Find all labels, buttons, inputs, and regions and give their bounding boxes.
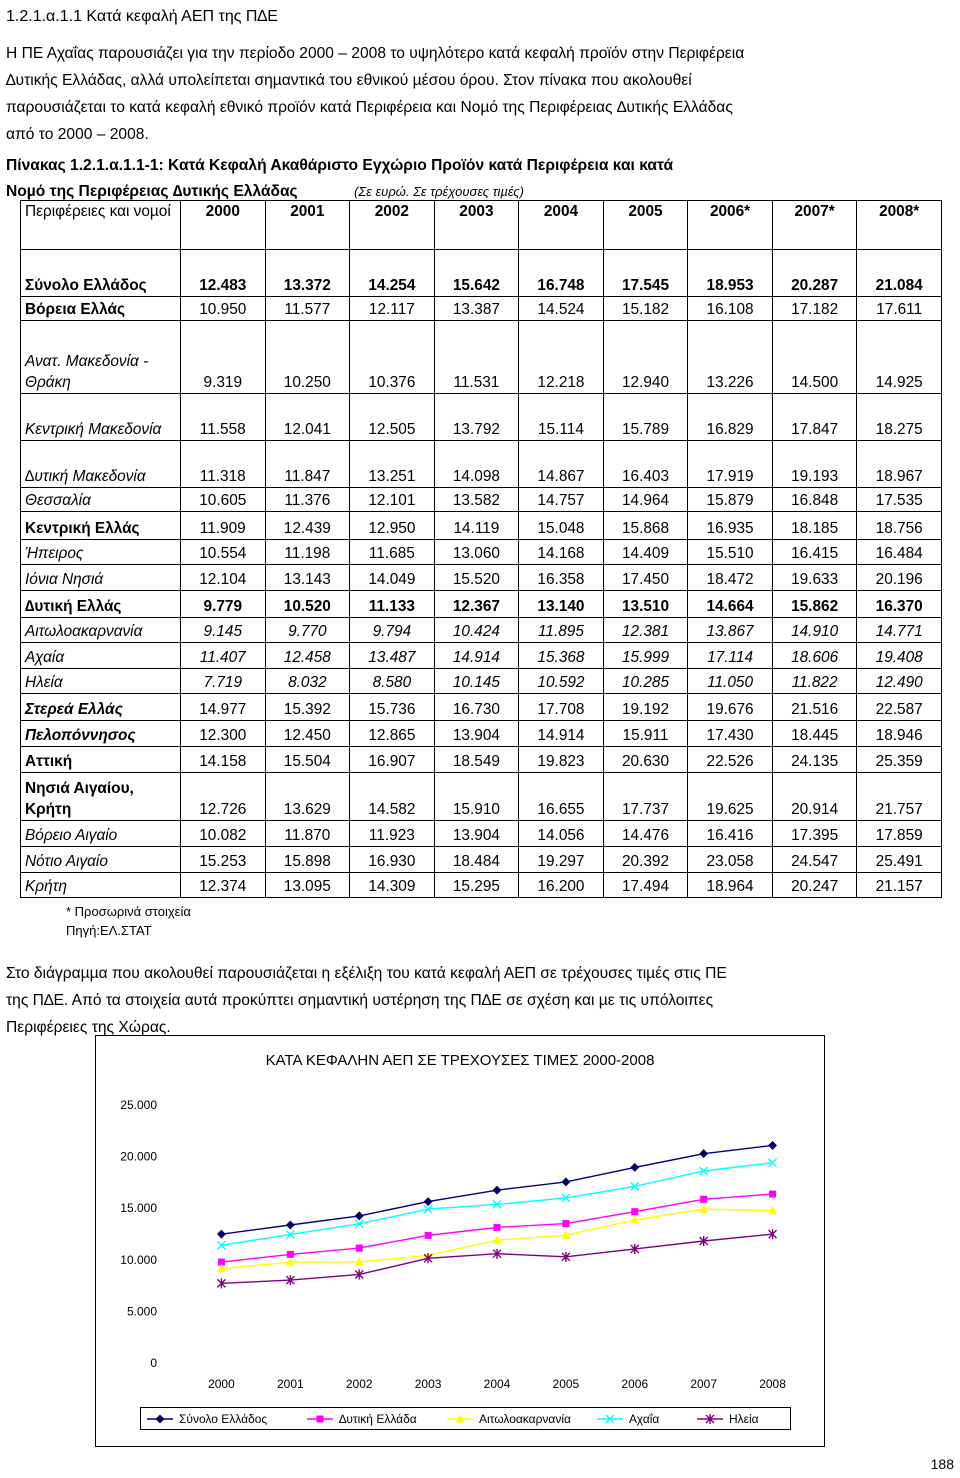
table-cell: 13.867 (688, 618, 773, 643)
table-cell: 12.940 (603, 321, 688, 394)
table-cell: 15.510 (688, 540, 773, 565)
table-cell: 12.117 (350, 297, 435, 321)
table-cell: 14.158 (181, 747, 266, 773)
table-cell: 11.909 (181, 512, 266, 540)
table-cell: 13.510 (603, 591, 688, 618)
row-label: Στερεά Ελλάς (21, 694, 181, 721)
table-cell: 14.964 (603, 488, 688, 512)
table-cell: 20.630 (603, 747, 688, 773)
row-label: Ηλεία (21, 669, 181, 694)
table-cell: 11.870 (265, 821, 350, 847)
table-cell: 20.247 (772, 873, 857, 898)
table-cell: 22.587 (857, 694, 942, 721)
table-cell: 19.408 (857, 643, 942, 669)
table-cell: 16.415 (772, 540, 857, 565)
table-cell: 17.450 (603, 565, 688, 591)
x-tick-label: 2007 (690, 1377, 718, 1391)
table-cell: 11.198 (265, 540, 350, 565)
table-cell: 12.458 (265, 643, 350, 669)
table-cell: 15.862 (772, 591, 857, 618)
table-cell: 11.133 (350, 591, 435, 618)
row-label: Θεσσαλία (21, 488, 181, 512)
table-cell: 12.381 (603, 618, 688, 643)
table-cell: 12.439 (265, 512, 350, 540)
table-cell: 19.823 (519, 747, 604, 773)
x-tick-label: 2000 (208, 1377, 235, 1391)
header-year: 2008* (857, 201, 942, 250)
header-year: 2005 (603, 201, 688, 250)
source-note: Πηγή:ΕΛ.ΣΤΑΤ (66, 923, 152, 938)
table-cell: 10.554 (181, 540, 266, 565)
gdp-table-body (21, 201, 942, 898)
table-cell: 24.135 (772, 747, 857, 773)
table-cell: 11.050 (688, 669, 773, 694)
table-cell: 21.084 (857, 250, 942, 297)
table-header-row (21, 201, 942, 250)
table-cell: 13.904 (434, 721, 519, 747)
table-cell: 16.848 (772, 488, 857, 512)
table-cell: 18.472 (688, 565, 773, 591)
row-label: Βόρειο Αιγαίο (21, 821, 181, 847)
table-cell: 17.611 (857, 297, 942, 321)
table-cell: 11.318 (181, 441, 266, 488)
table-cell: 11.923 (350, 821, 435, 847)
table-cell: 11.847 (265, 441, 350, 488)
data-point (494, 1224, 501, 1231)
y-tick-label: 15.000 (120, 1201, 157, 1216)
row-label: Κεντρική Ελλάς (21, 512, 181, 540)
table-row (21, 821, 942, 847)
table-cell: 15.868 (603, 512, 688, 540)
table-cell: 8.580 (350, 669, 435, 694)
table-cell: 11.895 (519, 618, 604, 643)
table-cell: 10.250 (265, 321, 350, 394)
table-cell: 11.558 (181, 394, 266, 441)
table-cell: 10.950 (181, 297, 266, 321)
table-cell: 18.953 (688, 250, 773, 297)
intro-line: Η ΠΕ Αχαΐας παρουσιάζει για την περίοδο 2000 – 2008 το υψηλότερο κατά κεφαλή προϊόν στην Περιφέρεια (6, 45, 745, 62)
table-cell: 13.372 (265, 250, 350, 297)
table-row (21, 321, 942, 394)
data-point (631, 1208, 638, 1215)
table-cell: 14.049 (350, 565, 435, 591)
y-tick-label: 10.000 (120, 1252, 157, 1267)
table-cell: 18.967 (857, 441, 942, 488)
table-cell: 15.910 (434, 773, 519, 821)
table-cell: 9.770 (265, 618, 350, 643)
data-point (769, 1191, 776, 1198)
legend-label: Ηλεία (729, 1412, 759, 1426)
x-tick-label: 2003 (414, 1377, 442, 1391)
table-row (21, 721, 942, 747)
table-cell: 16.730 (434, 694, 519, 721)
header-year: 2007* (772, 201, 857, 250)
table-cell: 18.964 (688, 873, 773, 898)
table-cell: 15.911 (603, 721, 688, 747)
table-cell: 16.748 (519, 250, 604, 297)
table-cell: 14.582 (350, 773, 435, 821)
table-cell: 10.376 (350, 321, 435, 394)
table-cell: 16.484 (857, 540, 942, 565)
table-cell: 9.319 (181, 321, 266, 394)
table-cell: 13.140 (519, 591, 604, 618)
table-cell: 17.919 (688, 441, 773, 488)
table-cell: 17.395 (772, 821, 857, 847)
table-cell: 16.829 (688, 394, 773, 441)
table-cell: 15.736 (350, 694, 435, 721)
table-cell: 18.484 (434, 847, 519, 873)
data-point (356, 1245, 363, 1252)
table-cell: 13.792 (434, 394, 519, 441)
table-cell: 24.547 (772, 847, 857, 873)
table-cell: 13.629 (265, 773, 350, 821)
table-row (21, 512, 942, 540)
x-tick-label: 2005 (552, 1377, 580, 1391)
table-cell: 10.285 (603, 669, 688, 694)
row-label: Πελοπόννησος (21, 721, 181, 747)
table-cell: 15.642 (434, 250, 519, 297)
table-cell: 13.582 (434, 488, 519, 512)
row-label: Ανατ. Μακεδονία - Θράκη (21, 321, 181, 394)
table-cell: 17.430 (688, 721, 773, 747)
data-point (287, 1251, 294, 1258)
row-label: Αιτωλοακαρνανία (21, 618, 181, 643)
table-cell: 17.859 (857, 821, 942, 847)
table-cell: 9.145 (181, 618, 266, 643)
table-cell: 16.655 (519, 773, 604, 821)
table-cell: 19.625 (688, 773, 773, 821)
table-cell: 14.309 (350, 873, 435, 898)
table-cell: 14.524 (519, 297, 604, 321)
table-cell: 20.914 (772, 773, 857, 821)
table-cell: 12.374 (181, 873, 266, 898)
table-cell: 16.370 (857, 591, 942, 618)
section-heading: 1.2.1.α.1.1 Κατά κεφαλή ΑΕΠ της Π∆Ε (6, 8, 278, 25)
table-cell: 9.794 (350, 618, 435, 643)
table-cell: 11.685 (350, 540, 435, 565)
intro-line: παρουσιάζεται το κατά κεφαλή εθνικό προϊόν κατά Περιφέρεια και Νοµό της Περιφέρειας ∆υτικής Ελλάδας (6, 99, 733, 116)
table-cell: 13.251 (350, 441, 435, 488)
table-row (21, 488, 942, 512)
header-year: 2006* (688, 201, 773, 250)
table-row (21, 591, 942, 618)
y-tick-label: 0 (150, 1356, 157, 1370)
table-unit-note: (Σε ευρώ. Σε τρέχουσες τιµές) (354, 184, 524, 199)
table-cell: 16.416 (688, 821, 773, 847)
table-cell: 21.757 (857, 773, 942, 821)
table-row (21, 773, 942, 821)
table-cell: 16.907 (350, 747, 435, 773)
table-cell: 11.376 (265, 488, 350, 512)
table-cell: 13.143 (265, 565, 350, 591)
table-cell: 15.368 (519, 643, 604, 669)
table-cell: 12.505 (350, 394, 435, 441)
table-caption-region: Νοµό της Περιφέρειας ∆υτικής Ελλάδας (6, 183, 298, 200)
table-cell: 15.114 (519, 394, 604, 441)
table-row (21, 250, 942, 297)
table-cell: 12.865 (350, 721, 435, 747)
row-label: Ιόνια Νησιά (21, 565, 181, 591)
data-point (317, 1416, 324, 1423)
table-cell: 14.119 (434, 512, 519, 540)
table-row (21, 747, 942, 773)
table-cell: 15.504 (265, 747, 350, 773)
table-row (21, 669, 942, 694)
table-cell: 21.516 (772, 694, 857, 721)
table-cell: 12.950 (350, 512, 435, 540)
table-cell: 19.297 (519, 847, 604, 873)
table-cell: 15.182 (603, 297, 688, 321)
table-cell: 18.185 (772, 512, 857, 540)
data-point (562, 1220, 569, 1227)
row-label: Βόρεια Ελλάς (21, 297, 181, 321)
table-row (21, 441, 942, 488)
table-cell: 14.168 (519, 540, 604, 565)
row-label: ∆υτική Ελλάς (21, 591, 181, 618)
table-caption (6, 153, 673, 205)
table-cell: 18.606 (772, 643, 857, 669)
table-cell: 12.726 (181, 773, 266, 821)
table-cell: 12.490 (857, 669, 942, 694)
table-cell: 16.403 (603, 441, 688, 488)
row-label: Νησιά Αιγαίου, Κρήτη (21, 773, 181, 821)
table-cell: 12.450 (265, 721, 350, 747)
legend-label: ∆υτική Ελλάδα (339, 1412, 417, 1426)
table-cell: 14.409 (603, 540, 688, 565)
x-tick-label: 2001 (276, 1377, 304, 1391)
table-cell: 19.676 (688, 694, 773, 721)
table-cell: 13.487 (350, 643, 435, 669)
table-cell: 18.275 (857, 394, 942, 441)
row-label: Αχαία (21, 643, 181, 669)
table-row (21, 618, 942, 643)
legend-label: Σύνολο Ελλάδος (179, 1412, 268, 1426)
x-tick-label: 2004 (483, 1377, 511, 1391)
table-cell: 13.095 (265, 873, 350, 898)
table-cell: 14.977 (181, 694, 266, 721)
table-cell: 20.196 (857, 565, 942, 591)
table-cell: 15.253 (181, 847, 266, 873)
table-cell: 14.914 (434, 643, 519, 669)
table-cell: 15.999 (603, 643, 688, 669)
table-cell: 15.789 (603, 394, 688, 441)
table-cell: 17.847 (772, 394, 857, 441)
table-cell: 10.424 (434, 618, 519, 643)
table-cell: 15.879 (688, 488, 773, 512)
row-label: Ήπειρος (21, 540, 181, 565)
data-point (700, 1196, 707, 1203)
table-cell: 16.200 (519, 873, 604, 898)
table-cell: 17.114 (688, 643, 773, 669)
table-cell: 13.226 (688, 321, 773, 394)
table-cell: 12.483 (181, 250, 266, 297)
table-cell: 12.300 (181, 721, 266, 747)
legend-label: Αιτωλοακαρνανία (479, 1412, 571, 1426)
table-cell: 12.367 (434, 591, 519, 618)
table-cell: 14.771 (857, 618, 942, 643)
table-cell: 10.605 (181, 488, 266, 512)
table-cell: 19.192 (603, 694, 688, 721)
table-cell: 15.392 (265, 694, 350, 721)
x-tick-label: 2008 (759, 1377, 786, 1391)
table-cell: 19.633 (772, 565, 857, 591)
header-year: 2003 (434, 201, 519, 250)
intro-line: ∆υτικής Ελλάδας, αλλά υπολείπεται σηµαντικά του εθνικού µέσου όρου. Στον πίνακα που ακολουθεί (6, 72, 692, 89)
table-cell: 17.737 (603, 773, 688, 821)
table-cell: 17.708 (519, 694, 604, 721)
table-cell: 14.476 (603, 821, 688, 847)
intro-line: από το 2000 – 2008. (6, 126, 149, 143)
table-cell: 14.664 (688, 591, 773, 618)
table-cell: 14.254 (350, 250, 435, 297)
header-region-label: Περιφέρειες και νοµοί (21, 201, 181, 250)
table-cell: 13.904 (434, 821, 519, 847)
table-row (21, 873, 942, 898)
row-label: ∆υτική Μακεδονία (21, 441, 181, 488)
table-cell: 19.193 (772, 441, 857, 488)
table-cell: 7.719 (181, 669, 266, 694)
chart-intro-paragraph (6, 960, 956, 1041)
table-cell: 18.756 (857, 512, 942, 540)
table-row (21, 847, 942, 873)
header-year: 2002 (350, 201, 435, 250)
table-cell: 11.531 (434, 321, 519, 394)
table-row (21, 565, 942, 591)
header-year: 2004 (519, 201, 604, 250)
table-cell: 11.577 (265, 297, 350, 321)
page-number: 188 (930, 1456, 954, 1472)
chart-legend (141, 1408, 791, 1430)
table-cell: 18.946 (857, 721, 942, 747)
table-cell: 15.520 (434, 565, 519, 591)
table-cell: 14.910 (772, 618, 857, 643)
legend-label: Αχαΐα (629, 1412, 660, 1426)
table-cell: 15.048 (519, 512, 604, 540)
table-row (21, 540, 942, 565)
table-cell: 22.526 (688, 747, 773, 773)
table-cell: 12.104 (181, 565, 266, 591)
table-cell: 11.822 (772, 669, 857, 694)
header-year: 2000 (181, 201, 266, 250)
chart-title: ΚΑΤΑ ΚΕΦΑΛΗΝ ΑΕΠ ΣΕ ΤΡΕΧΟΥΣΕΣ ΤΙΜΕΣ 2000-2008 (265, 1052, 655, 1069)
table-cell: 25.359 (857, 747, 942, 773)
row-label: Νότιο Αιγαίο (21, 847, 181, 873)
table-row (21, 694, 942, 721)
table-cell: 15.898 (265, 847, 350, 873)
table-cell: 14.914 (519, 721, 604, 747)
table-cell: 10.520 (265, 591, 350, 618)
chart-intro-line: Στο διάγραµµα που ακολουθεί παρουσιάζεται η εξέλιξη του κατά κεφαλή ΑΕΠ σε τρέχουσες τιµές στις ΠΕ (6, 965, 727, 982)
provisional-note: * Προσωρινά στοιχεία (66, 904, 191, 919)
table-cell: 18.549 (434, 747, 519, 773)
table-cell: 25.491 (857, 847, 942, 873)
table-cell: 13.060 (434, 540, 519, 565)
y-tick-label: 20.000 (120, 1149, 157, 1164)
table-cell: 17.182 (772, 297, 857, 321)
data-point (425, 1232, 432, 1239)
table-cell: 10.082 (181, 821, 266, 847)
gdp-table (20, 200, 942, 898)
table-cell: 12.041 (265, 394, 350, 441)
intro-paragraph (6, 40, 956, 148)
table-cell: 16.935 (688, 512, 773, 540)
y-tick-label: 25.000 (120, 1098, 157, 1112)
table-cell: 12.101 (350, 488, 435, 512)
y-tick-label: 5.000 (126, 1304, 157, 1319)
table-cell: 17.545 (603, 250, 688, 297)
table-cell: 8.032 (265, 669, 350, 694)
table-cell: 23.058 (688, 847, 773, 873)
table-cell: 17.494 (603, 873, 688, 898)
table-cell: 14.098 (434, 441, 519, 488)
table-cell: 12.218 (519, 321, 604, 394)
table-cell: 20.287 (772, 250, 857, 297)
table-cell: 11.407 (181, 643, 266, 669)
table-cell: 16.108 (688, 297, 773, 321)
table-cell: 16.358 (519, 565, 604, 591)
row-label: Αττική (21, 747, 181, 773)
row-label: Σύνολο Ελλάδος (21, 250, 181, 297)
row-label: Κρήτη (21, 873, 181, 898)
table-row (21, 297, 942, 321)
table-caption-line: Πίνακας 1.2.1.α.1.1-1: Κατά Κεφαλή Ακαθάριστο Εγχώριο Προϊόν κατά Περιφέρεια και κατά (6, 157, 674, 174)
table-cell: 14.925 (857, 321, 942, 394)
table-cell: 21.157 (857, 873, 942, 898)
table-notes (66, 902, 191, 940)
x-tick-label: 2006 (621, 1377, 649, 1391)
header-year: 2001 (265, 201, 350, 250)
x-tick-label: 2002 (345, 1377, 373, 1391)
table-cell: 9.779 (181, 591, 266, 618)
table-cell: 14.757 (519, 488, 604, 512)
chart-intro-line: Περιφέρειες της Χώρας. (6, 1019, 171, 1036)
table-cell: 20.392 (603, 847, 688, 873)
table-cell: 17.535 (857, 488, 942, 512)
table-cell: 15.295 (434, 873, 519, 898)
table-cell: 18.445 (772, 721, 857, 747)
gdp-line-chart (95, 1035, 825, 1447)
chart-intro-line: της Π∆Ε. Από τα στοιχεία αυτά προκύπτει σηµαντική υστέρηση της Π∆Ε σε σχέση και µε τις υπόλοιπες (6, 992, 714, 1009)
table-cell: 14.056 (519, 821, 604, 847)
table-row (21, 394, 942, 441)
table-cell: 13.387 (434, 297, 519, 321)
table-cell: 10.592 (519, 669, 604, 694)
table-cell: 14.867 (519, 441, 604, 488)
table-cell: 14.500 (772, 321, 857, 394)
table-row (21, 643, 942, 669)
table-cell: 10.145 (434, 669, 519, 694)
table-cell: 16.930 (350, 847, 435, 873)
row-label: Κεντρική Μακεδονία (21, 394, 181, 441)
